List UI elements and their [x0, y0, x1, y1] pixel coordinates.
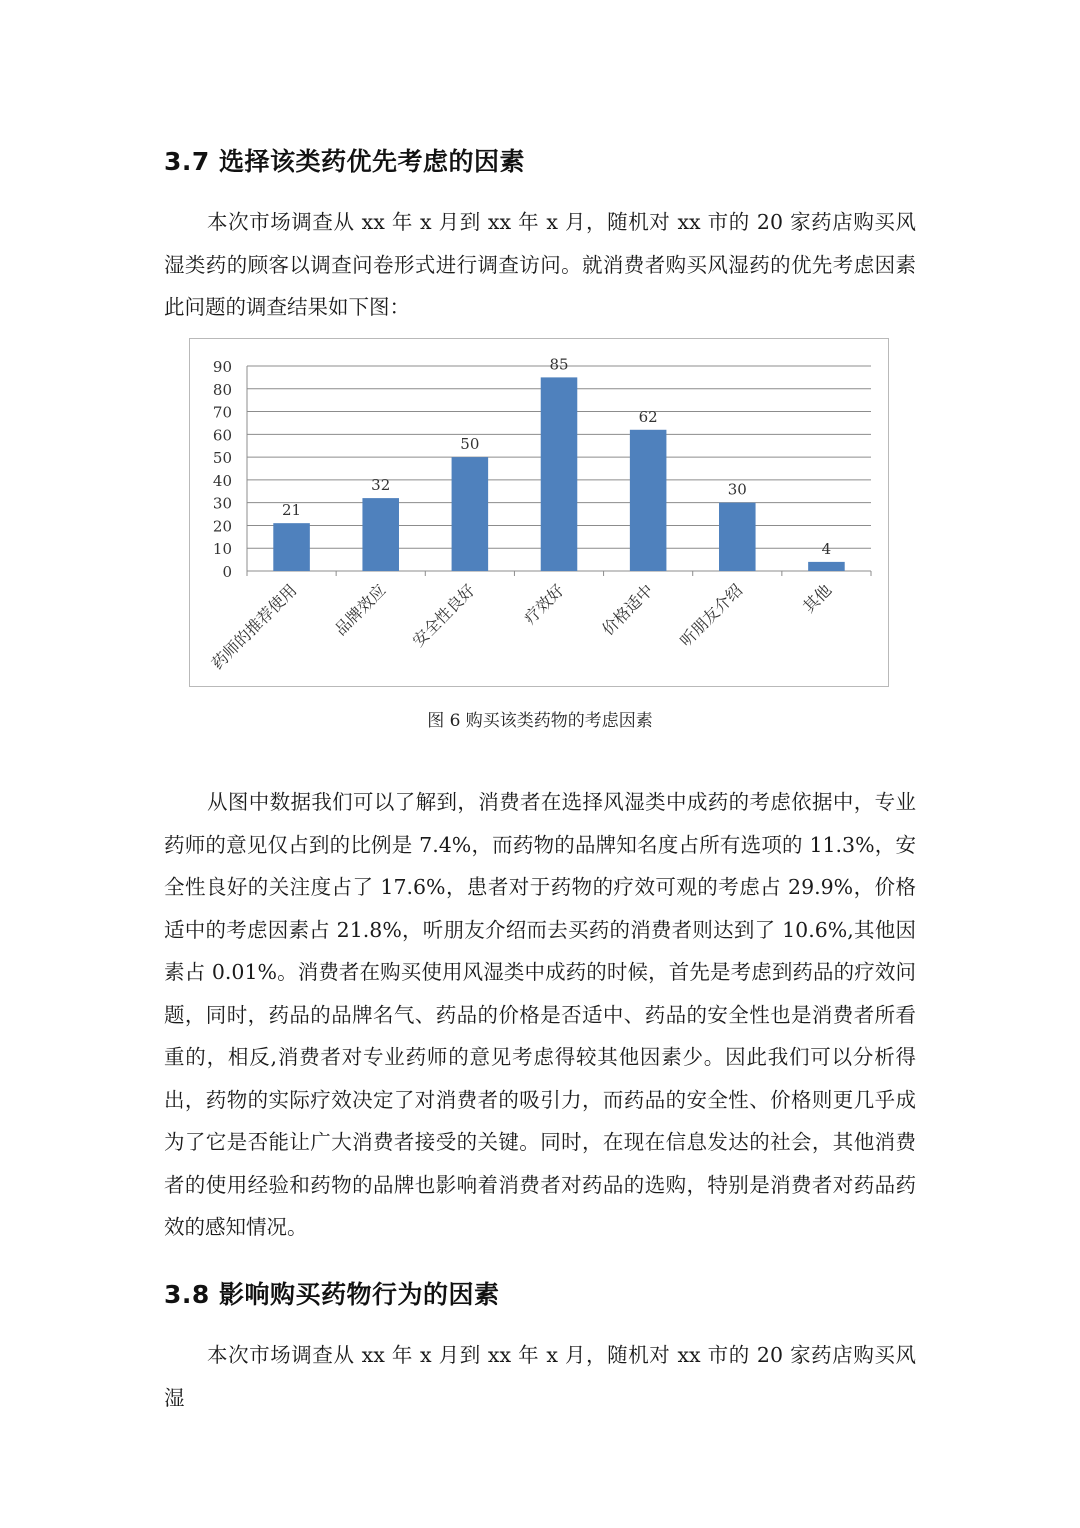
y-tick-label: 50 [212, 449, 232, 468]
bar [452, 457, 489, 571]
bar [630, 430, 667, 571]
y-tick-label: 90 [212, 358, 232, 376]
analysis-paragraph: 从图中数据我们可以了解到，消费者在选择风湿类中成药的考虑依据中，专业药师的意见仅占到的比例是 7.4%，而药物的品牌知名度占所有选项的 11.3%，安全性良好的关注度占了 17.6%，患者对于药物的疗效可观的考虑占 29.9%，价格适中的考虑因素占 21.8%，听朋友介绍而去买药的消费者则达到了 10.6%,其他因素占 0.01%。消费者在购买使用风湿类中成药的时候，首先是考虑到药品的疗效问题，同时，药品的品牌名气、药品的价格是否适中、药品的安全性也是消费者所看重的，相反,消费者对专业药师的意见考虑得较其他因素少。因此我们可以分析得出，药物的实际疗效决定了对消费者的吸引力，而药品的安全性、价格则更几乎成为了它是否能让广大消费者接受的关键。同时，在现在信息发达的社会，其他消费者的使用经验和药物的品牌也影响着消费者对药品的选购，特别是消费者对药品药效的感知情况。 [164, 790, 916, 1239]
intro-paragraph-3-7: 本次市场调查从 xx 年 x 月到 xx 年 x 月，随机对 xx 市的 20 家药店购买风湿类药的顾客以调查问卷形式进行调查访问。就消费者购买风湿药的优先考虑因素此问题的调查结果如下图： [164, 210, 916, 319]
category-label: 药师的推荐使用 [207, 580, 301, 674]
intro-paragraph-3-8: 本次市场调查从 xx 年 x 月到 xx 年 x 月，随机对 xx 市的 20 家药店购买风湿 [164, 1343, 916, 1410]
section-heading-3-8: 3.8 影响购买药物行为的因素 [164, 1280, 500, 1309]
bar-chart [189, 338, 889, 687]
y-tick-label: 0 [222, 563, 232, 581]
data-label: 4 [821, 539, 832, 558]
y-tick-label: 10 [212, 540, 232, 559]
category-label: 安全性良好 [408, 580, 479, 651]
figure-caption: 图 6 购买该类药物的考虑因素 [427, 711, 653, 731]
y-tick-label: 20 [212, 517, 232, 536]
data-label: 21 [282, 501, 302, 520]
bar [719, 503, 756, 571]
bar [541, 377, 578, 571]
chart-canvas [190, 339, 890, 688]
data-label: 30 [727, 480, 747, 499]
section-heading-3-7: 3.7 选择该类药优先考虑的因素 [164, 147, 525, 176]
bar [808, 562, 845, 571]
category-label: 品牌效应 [330, 580, 390, 640]
category-label: 听朋友介绍 [676, 580, 747, 651]
data-label: 85 [549, 355, 569, 374]
category-label: 其他 [799, 580, 836, 617]
data-label: 62 [638, 407, 658, 426]
y-tick-label: 30 [212, 494, 232, 513]
bar [362, 498, 399, 571]
y-tick-label: 40 [212, 471, 232, 490]
data-label: 50 [460, 435, 480, 454]
data-label: 32 [371, 476, 391, 495]
bar [273, 523, 310, 571]
y-tick-label: 80 [212, 380, 232, 399]
y-tick-label: 70 [212, 403, 232, 422]
category-label: 疗效好 [520, 580, 568, 628]
category-label: 价格适中 [598, 580, 657, 640]
y-tick-label: 60 [212, 426, 232, 445]
